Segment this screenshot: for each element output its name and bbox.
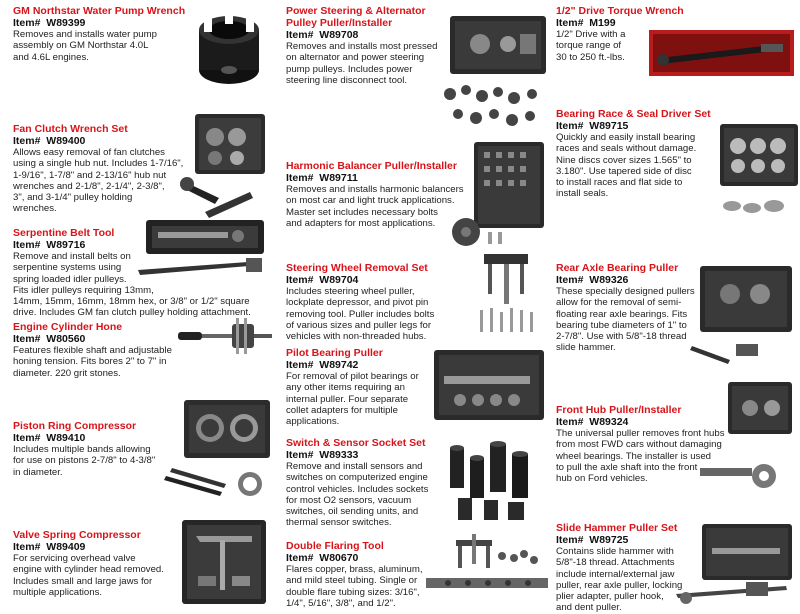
product-item-number: Item# W89716 bbox=[13, 239, 86, 251]
piston-ring-compressor-image bbox=[162, 398, 274, 502]
product-title: Switch & Sensor Socket Set bbox=[286, 437, 426, 449]
serpentine-belt-tool-image bbox=[138, 218, 270, 286]
product-title: Double Flaring Tool bbox=[286, 540, 384, 552]
sensor-socket-set-image bbox=[444, 438, 542, 524]
product-item-number: Item# W89715 bbox=[556, 120, 629, 132]
product-description: Allows easy removal of fan clutches using a single hub nut. Includes 1-7/16", 1-9/16", 1-7/8" and 2-13/16" hub nut wrenches and 2-1/8", 2-1/4", 2-3/8", 3", and 3-1/4" pulley holding wrenches. bbox=[13, 147, 184, 215]
product-description: Remove and install belts on serpentine systems using spring loaded idler pulleys. Fits idler pulleys requiring 13mm, 14mm, 15mm, 16mm, 18mm hex, or 3/8" or 1/2" square drive. Includes GM fan clutch pulley holding attachment. bbox=[13, 251, 251, 319]
product-item-number: Item# W89400 bbox=[13, 135, 86, 147]
product-item-number: Item# W89326 bbox=[556, 274, 629, 286]
product-description: Removes and installs harmonic balancers on most car and light truck applications. Master set includes necessary bolts and adapters for most applications. bbox=[286, 184, 464, 229]
product-item-number: Item# W89704 bbox=[286, 274, 359, 286]
product-title: Engine Cylinder Hone bbox=[13, 321, 123, 333]
product-item-number: Item# W89410 bbox=[13, 432, 86, 444]
product-description: These specially designed pullers allow for the removal of semi- floating rear axle bearings. Fits bearing tube diameters of 1" to 2-7/8". Use with 5/8"-18 thread slide hammer. bbox=[556, 286, 695, 354]
product-title: Bearing Race & Seal Driver Set bbox=[556, 108, 711, 120]
product-description: Remove and install sensors and switches on computerized engine control vehicles. Includes sockets for most O2 sensors, vacuum switches, oil sending units, and thermal sensor switches. bbox=[286, 461, 429, 529]
product-item-number: Item# W89399 bbox=[13, 17, 86, 29]
pilot-bearing-puller-image bbox=[430, 346, 548, 424]
front-hub-puller-installer-image bbox=[698, 380, 796, 494]
product-item-number: Item# W89711 bbox=[286, 172, 358, 184]
double-flaring-tool-image bbox=[424, 534, 550, 606]
product-title: Valve Spring Compressor bbox=[13, 529, 141, 541]
product-description: Features flexible shaft and adjustable honing tension. Fits bores 2" to 7" in diameter. 220 grit stones. bbox=[13, 345, 172, 379]
product-title: Fan Clutch Wrench Set bbox=[13, 123, 128, 135]
product-description: Flares copper, brass, aluminum, and mild steel tubing. Single or double flare tubing sizes: 3/16", 1/4", 5/16", 3/8", and 1/2". bbox=[286, 564, 423, 609]
harmonic-balancer-puller-image bbox=[448, 140, 548, 246]
product-item-number: Item# W89742 bbox=[286, 359, 359, 371]
product-description: For removal of pilot bearings or any other items requiring an internal puller. Four separate collet adapters for multiple applications. bbox=[286, 371, 419, 428]
fan-clutch-wrench-set-image bbox=[175, 112, 270, 224]
product-title: Power Steering & Alternator Pulley Puller/Installer bbox=[286, 5, 426, 29]
product-item-number: Item# W80560 bbox=[13, 333, 86, 345]
product-title: Pilot Bearing Puller bbox=[286, 347, 383, 359]
product-title: 1/2" Drive Torque Wrench bbox=[556, 5, 684, 17]
steering-wheel-removal-set-image bbox=[476, 250, 542, 334]
product-item-number: Item# W89708 bbox=[286, 29, 359, 41]
product-title: Slide Hammer Puller Set bbox=[556, 522, 678, 534]
product-item-number: Item# M199 bbox=[556, 17, 616, 29]
product-description: The universal puller removes front hubs from most FWD cars without damaging wheel bearings. The installer is used to pull the axle shaft into the front hub on Ford vehicles. bbox=[556, 428, 725, 485]
product-description: 1/2" Drive with a torque range of 30 to 250 ft.-lbs. bbox=[556, 29, 626, 63]
product-item-number: Item# W80670 bbox=[286, 552, 359, 564]
product-description: Includes steering wheel puller, lockplate depressor, and pivot pin removing tool. Puller includes bolts of various sizes and puller legs for vehicles with non-threaded hubs. bbox=[286, 286, 435, 343]
bearing-race-seal-driver-set-image bbox=[718, 122, 800, 220]
product-description: Removes and installs most pressed on alternator and power steering pump pulleys. Includes power steering line disconnect tool. bbox=[286, 41, 438, 86]
product-title: Harmonic Balancer Puller/Installer bbox=[286, 160, 457, 172]
product-title: Rear Axle Bearing Puller bbox=[556, 262, 679, 274]
product-title: Steering Wheel Removal Set bbox=[286, 262, 428, 274]
water-pump-wrench-image bbox=[190, 8, 268, 90]
product-title: Front Hub Puller/Installer bbox=[556, 404, 682, 416]
product-item-number: Item# W89324 bbox=[556, 416, 629, 428]
product-description: Removes and installs water pump assembly on GM Northstar 4.0L and 4.6L engines. bbox=[13, 29, 157, 63]
pulley-puller-image bbox=[440, 14, 550, 132]
cylinder-hone-image bbox=[178, 310, 276, 362]
product-title: GM Northstar Water Pump Wrench bbox=[13, 5, 186, 17]
product-description: Contains slide hammer with 5/8"-18 thread. Attachments include internal/external jaw puller, rear axle puller, locking plier adapter, puller hook, and dent puller. bbox=[556, 546, 683, 614]
product-item-number: Item# W89409 bbox=[13, 541, 86, 553]
product-item-number: Item# W89333 bbox=[286, 449, 359, 461]
torque-wrench-image bbox=[649, 30, 794, 76]
product-title: Piston Ring Compressor bbox=[13, 420, 137, 432]
product-item-number: Item# W89725 bbox=[556, 534, 629, 546]
slide-hammer-puller-set-image bbox=[676, 522, 796, 608]
product-title: Serpentine Belt Tool bbox=[13, 227, 115, 239]
product-description: Includes multiple bands allowing for use on pistons 2-7/8" to 4-3/8" in diameter. bbox=[13, 444, 156, 478]
valve-spring-compressor-image bbox=[170, 516, 270, 608]
rear-axle-bearing-puller-image bbox=[690, 264, 794, 364]
product-description: For servicing overhead valve engine with cylinder head removed. Includes small and large jaws for multiple applications. bbox=[13, 553, 164, 598]
product-description: Quickly and easily install bearing races and seals without damage. Nine discs cover sizes 1.565" to 3.180". Use tapered side of disc to install races and flat side to install seals. bbox=[556, 132, 697, 200]
